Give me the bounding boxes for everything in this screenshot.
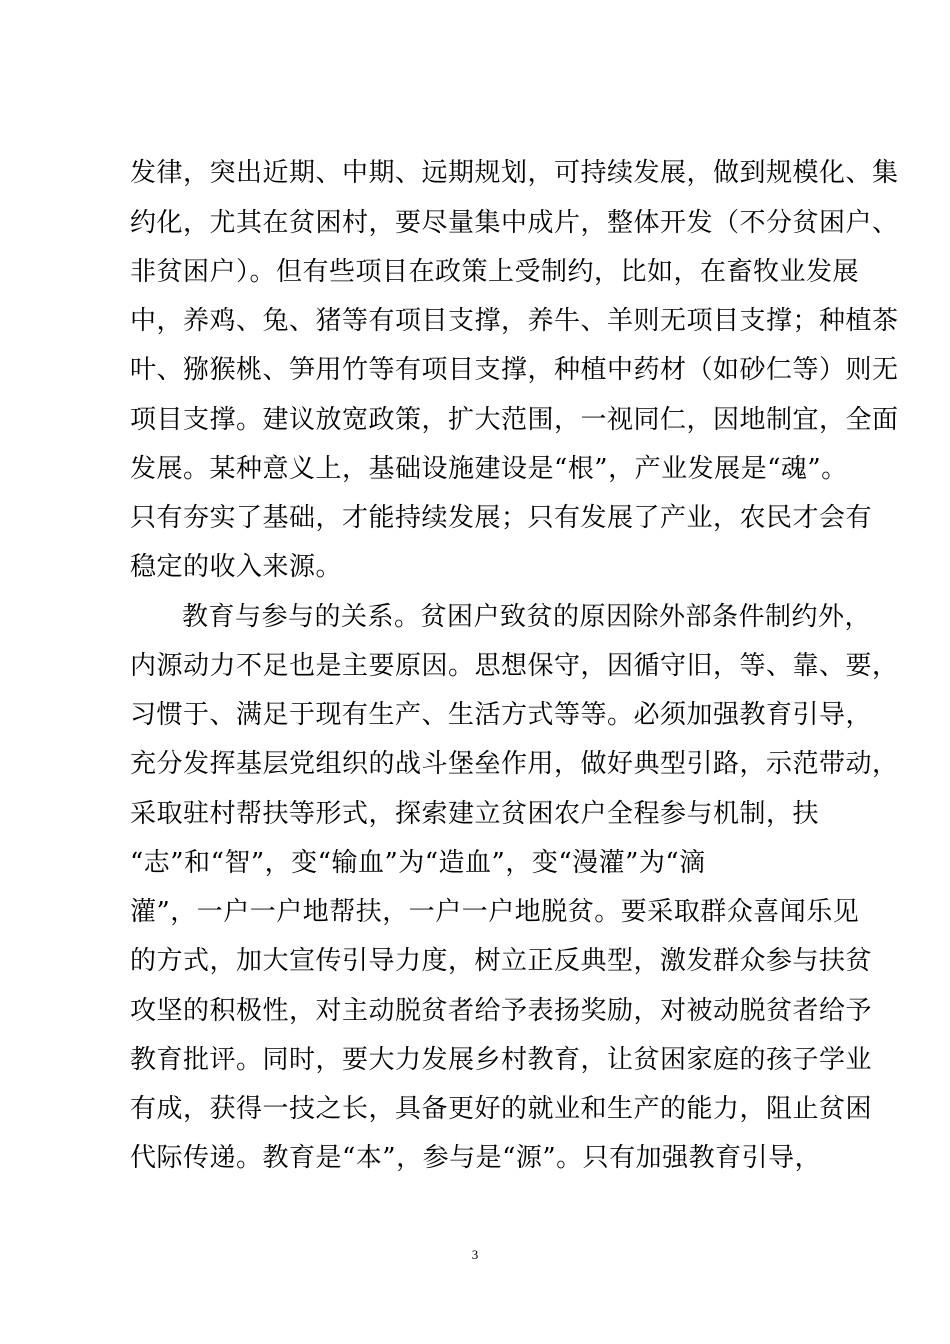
text-line: 的方式，加大宣传引导力度，树立正反典型，激发群众参与扶贫: [130, 946, 873, 976]
text-line: 习惯于、满足于现有生产、生活方式等等。必须加强教育引导，: [130, 700, 873, 730]
text-line: 灌”，一户一户地帮扶，一户一户地脱贫。要采取群众喜闻乐见: [130, 897, 860, 927]
text-line: 项目支撑。建议放宽政策，扩大范围，一视同仁，因地制宜，全面: [130, 405, 899, 435]
text-line: 叶、猕猴桃、笋用竹等有项目支撑，种植中药材（如砂仁等）则无: [130, 355, 899, 385]
text-line: 攻坚的积极性，对主动脱贫者给予表扬奖励，对被动脱贫者给予: [130, 996, 873, 1026]
text-line: 教育批评。同时，要大力发展乡村教育，让贫困家庭的孩子学业: [130, 1045, 873, 1075]
paragraph-first-line: 教育与参与的关系。贫困户致贫的原因除外部条件制约外，: [182, 602, 872, 632]
text-line: “志”和“智”，变“输血”为“造血”，变“漫灌”为“滴: [130, 848, 706, 878]
text-line: 有成，获得一技之长，具备更好的就业和生产的能力，阻止贫困: [130, 1094, 873, 1124]
text-line: 充分发挥基层党组织的战斗堡垒作用，做好典型引路，示范带动，: [130, 749, 899, 779]
text-line: 非贫困户）。但有些项目在政策上受制约，比如，在畜牧业发展: [130, 257, 860, 287]
text-line: 采取驻村帮扶等形式，探索建立贫困农户全程参与机制，扶: [130, 799, 820, 829]
text-line: 只有夯实了基础，才能持续发展；只有发展了产业，农民才会有: [130, 503, 873, 533]
text-line: 代际传递。教育是“本”，参与是“源”。只有加强教育引导，: [130, 1143, 822, 1173]
text-line: 约化，尤其在贫困村，要尽量集中成片，整体开发（不分贫困户、: [130, 208, 899, 238]
text-line: 稳定的收入来源。: [130, 552, 343, 582]
text-line: 发律，突出近期、中期、远期规划，可持续发展，做到规模化、集: [130, 158, 899, 188]
page-number: 3: [471, 1247, 479, 1262]
text-line: 发展。某种意义上，基础设施建设是“根”，产业发展是“魂”。: [130, 454, 848, 484]
text-line: 中，养鸡、兔、猪等有项目支撑，养牛、羊则无项目支撑；种植茶: [130, 306, 899, 336]
text-line: 内源动力不足也是主要原因。思想保守，因循守旧，等、靠、要，: [130, 651, 899, 681]
